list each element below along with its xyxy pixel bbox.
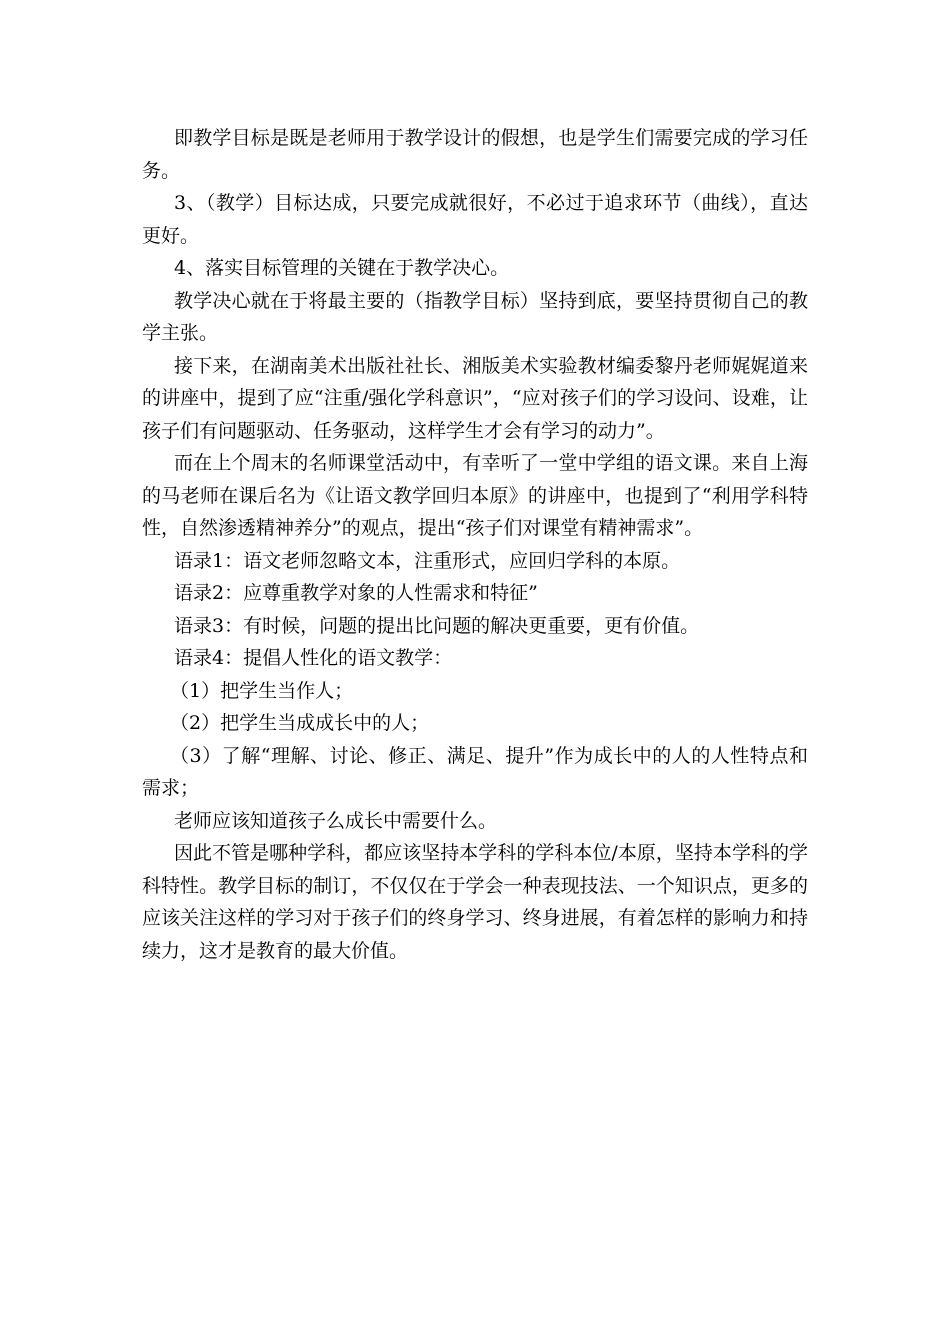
paragraph-goal-definition: 即教学目标是既是老师用于教学设计的假想，也是学生们需要完成的学习任务。 (142, 127, 808, 182)
paragraph-quote-3: 语录3：有时候，问题的提出比问题的解决更重要，更有价值。 (174, 614, 700, 637)
paragraph-quote-2: 语录2：应尊重教学对象的人性需求和特征” (174, 582, 538, 604)
paragraph-point-4: 4、落实目标管理的关键在于教学决心。 (174, 257, 510, 279)
list-item-1: （1）把学生当作人； (170, 679, 354, 702)
paragraph-teacher-should-know: 老师应该知道孩子么成长中需要什么。 (174, 809, 498, 832)
list-item-3: （3）了解“理解、讨论、修正、满足、提升”作为成长中的人的人性特点和需求； (142, 744, 808, 799)
paragraph-conclusion: 因此不管是哪种学科，都应该坚持本学科的学科本位/本原，坚持本学科的学科特性。教学目标的制订，不仅仅在于学会一种表现技法、一个知识点，更多的应该关注这样的学习对于孩子们的终身学习、终身进展，有着怎样的影响力和持续力，这才是教育的最大价值。 (142, 842, 808, 962)
paragraph-lecture-ma: 而在上个周末的名师课堂活动中，有幸听了一堂中学组的语文课。来自上海的马老师在课后名为《让语文教学回归本原》的讲座中，也提到了“利用学科特性，自然渗透精神养分”的观点，提出“孩子们对课堂有精神需求”。 (142, 452, 808, 539)
paragraph-point-3: 3、（教学）目标达成，只要完成就很好，不必过于追求环节（曲线），直达更好。 (142, 192, 808, 247)
paragraph-quote-1: 语录1：语文老师忽略文本，注重形式，应回归学科的本原。 (174, 549, 681, 572)
paragraph-quote-4: 语录4：提倡人性化的语文教学： (174, 647, 453, 669)
list-item-2: （2）把学生当成成长中的人； (170, 712, 430, 734)
paragraph-teaching-resolve: 教学决心就在于将最主要的（指教学目标）坚持到底，要坚持贯彻自己的教学主张。 (142, 289, 808, 344)
paragraph-lecture-li-dan: 接下来，在湖南美术出版社社长、湘版美术实验教材编委黎丹老师娓娓道来的讲座中，提到了应“注重/强化学科意识”，“应对孩子们的学习设问、设难，让孩子们有问题驱动、任务驱动，这样学生才会有学习的动力”。 (142, 354, 808, 442)
document-body (142, 122, 808, 967)
